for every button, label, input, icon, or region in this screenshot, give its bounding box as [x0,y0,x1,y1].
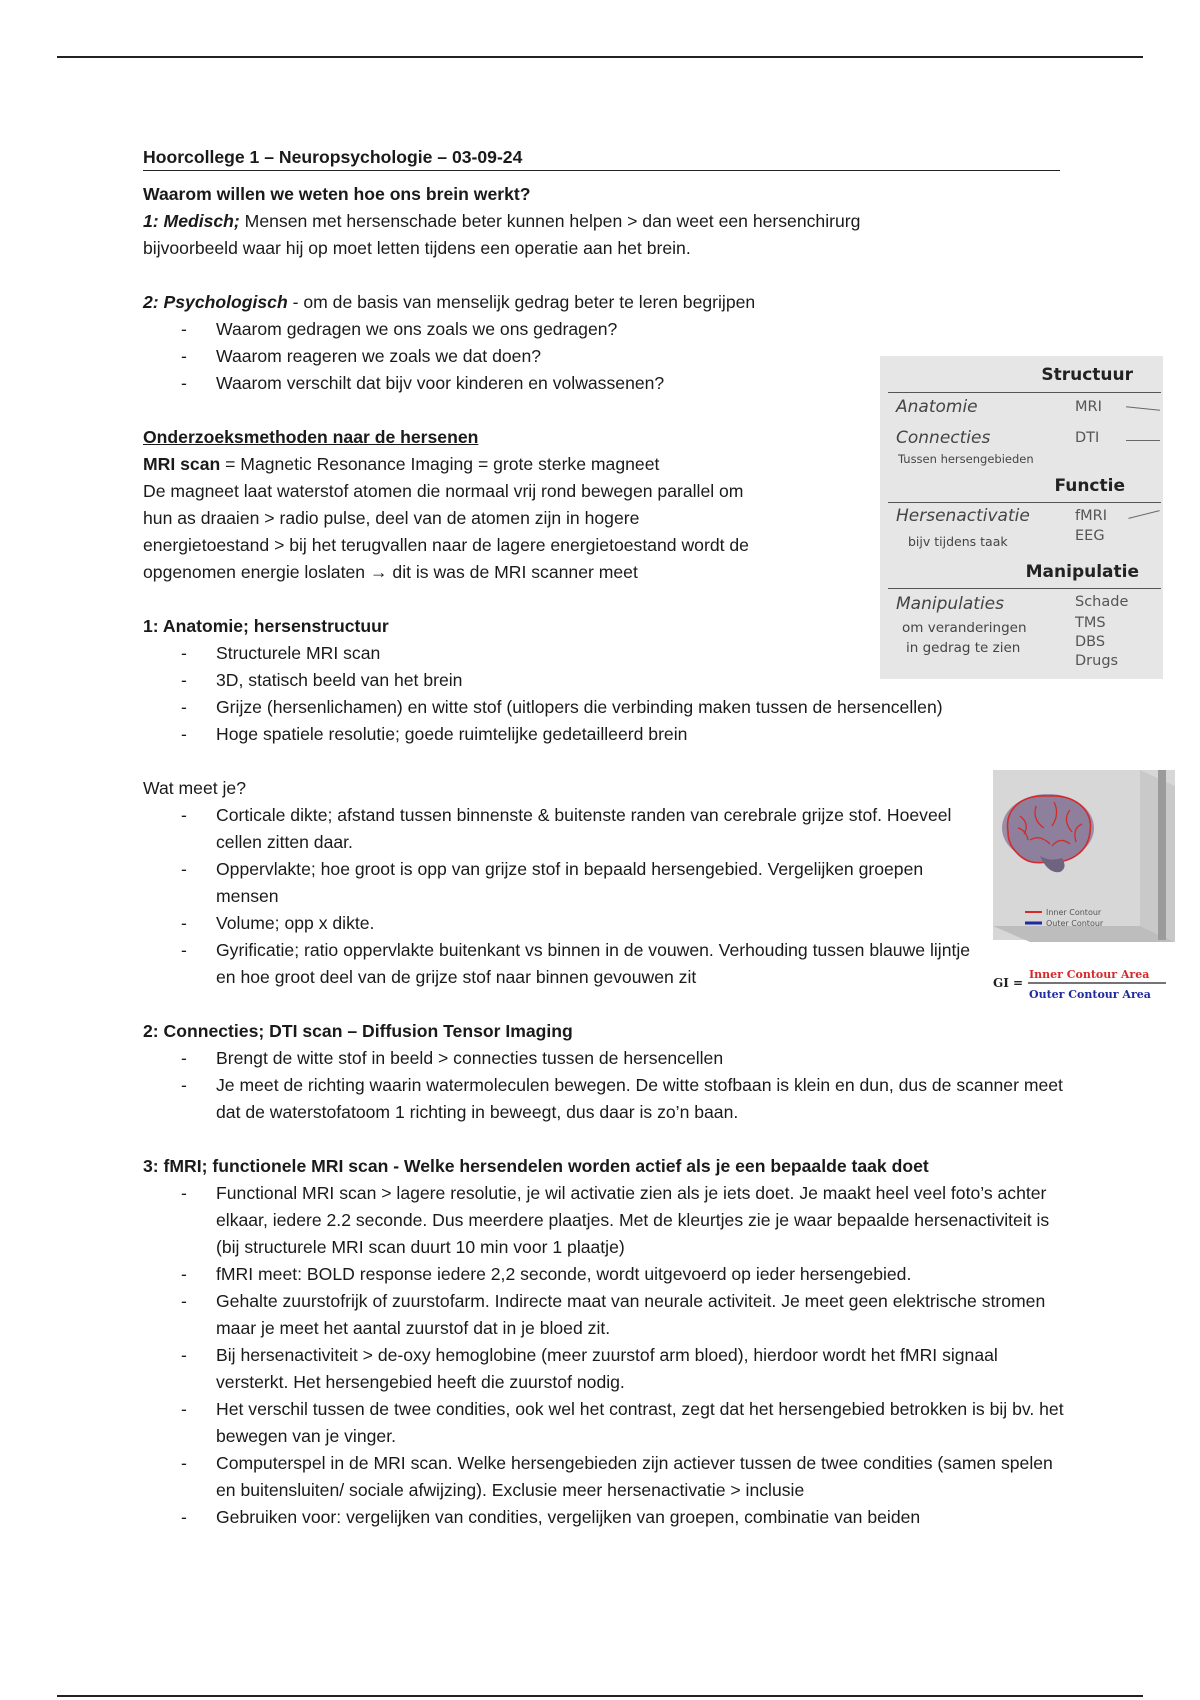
mri-line: opgenomen energie loslaten → dit is was de MRI scanner meet [143,562,638,582]
list-item: - 3D, statisch beeld van het brein [143,667,1073,694]
connecties-label: Connecties [896,428,991,448]
list-item: - Gyrificatie; ratio oppervlakte buitenkant vs binnen in de vouwen. Verhouding tussen blauwe lijntje en hoe groot deel van de grijze stof naar binnen gevouwen zit [143,937,978,991]
inner-legend: Inner Contour [1046,908,1102,917]
list-item: - Functional MRI scan > lagere resolutie, je wil activatie zien als je iets doet. Je maakt heel veel foto’s achter elkaar, iedere 2.2 seconde. Dus meerdere plaatjes. Met de kleurtjes zie je waar bepaalde hersenactiviteit is (bij structurele MRI scan duurt 10 min voor 1 plaatje) [143,1180,1068,1261]
methods-heading: Onderzoeksmethoden naar de hersenen [143,427,479,447]
list-item: - Hoge spatiele resolutie; goede ruimtelijke gedetailleerd brein [143,721,1073,748]
anatomie-label: Anatomie [896,397,978,417]
fmri-list [143,1180,1068,1531]
mri-line: De magneet laat waterstof atomen die normaal vrij rond bewegen parallel om [143,481,744,501]
dti-tag: DTI [1075,430,1100,446]
list-item: - Grijze (hersenlichamen) en witte stof (uitlopers die verbinding maken tussen de hersencellen) [143,694,1073,721]
list-item: - Waarom reageren we zoals we dat doen? [143,343,1073,370]
measure-list [143,802,978,991]
connector-line [1128,510,1159,519]
divider [888,392,1161,393]
list-item: - Gebruiken voor: vergelijken van condities, vergelijken van groepen, combinatie van beiden [143,1504,1068,1531]
fmri-heading: 3: fMRI; functionele MRI scan - Welke hersendelen worden actief als je een bepaalde taak doet [143,1156,929,1176]
dti-heading: 2: Connecties; DTI scan – Diffusion Tensor Imaging [143,1021,573,1041]
page-title: Hoorcollege 1 – Neuropsychologie – 03-09-24 [143,145,1060,171]
medical-paragraph [143,208,983,235]
schade-tag: Schade [1075,594,1129,610]
list-item: - Brengt de witte stof in beeld > connecties tussen de hersencellen [143,1045,1063,1072]
list-item: - Gehalte zuurstofrijk of zuurstofarm. Indirecte maat van neurale activiteit. Je meet geen elektrische stromen maar je meet het aantal zuurstof dat in je bloed zit. [143,1288,1068,1342]
methods-overview-figure [880,356,1163,679]
dbs-tag: DBS [1075,634,1106,650]
psych-label: 2: Psychologisch [143,292,288,312]
mri-text: = Magnetic Resonance Imaging = grote sterke magneet [220,454,660,474]
divider [888,588,1161,589]
divider [888,502,1161,503]
medical-text: Mensen met hersenschade beter kunnen helpen > dan weet een hersenchirurg [239,211,861,231]
list-item: - Bij hersenactiviteit > de-oxy hemoglobine (meer zuurstof arm bloed), hierdoor wordt het fMRI signaal versterkt. Het hersengebied heeft die zuurstof nodig. [143,1342,1068,1396]
gi-label: GI = [993,976,1024,990]
list-item: - Je meet de richting waarin watermoleculen bewegen. De witte stofbaan is klein en dun, dus de scanner meet dat de waterstofatoom 1 richting in beweegt, dus daar is zo’n baan. [143,1072,1063,1126]
manipulaties-label: Manipulaties [896,594,1004,614]
list-item: - Oppervlakte; hoe groot is opp van grijze stof in bepaald hersengebied. Vergelijken groepen mensen [143,856,978,910]
header-rule [57,56,1143,58]
eeg-tag: EEG [1075,528,1105,544]
tussen-label: Tussen hersengebieden [898,452,1034,466]
list-item: - Computerspel in de MRI scan. Welke hersengebieden zijn actiever tussen de twee condities (samen spelen en buitensluiten/ sociale afwijzing). Exclusie meer hersenactivatie > inclusie [143,1450,1068,1504]
mri-tag: MRI [1075,399,1102,415]
outer-legend: Outer Contour [1046,919,1104,928]
mri-line: hun as draaien > radio pulse, deel van de atomen zijn in hogere [143,508,640,528]
in-gedrag-label: in gedrag te zien [906,640,1021,656]
connector-line [1126,406,1160,411]
list-item: - Waarom verschilt dat bijv voor kinderen en volwassenen? [143,370,1073,397]
footer-rule [57,1695,1143,1697]
tms-tag: TMS [1075,615,1106,631]
manipulatie-heading: Manipulatie [1025,562,1139,582]
dti-list [143,1045,1063,1126]
document-body [143,145,1073,1531]
list-item: - Corticale dikte; afstand tussen binnenste & buitenste randen van cerebrale grijze stof. Hoeveel cellen zitten daar. [143,802,978,856]
connector-line [1126,440,1160,441]
psych-text: - om de basis van menselijk gedrag beter te leren begrijpen [287,292,756,312]
medical-text-2: bijvoorbeeld waar hij op moet letten tijdens een operatie aan het brein. [143,238,691,258]
mri-line: energietoestand > bij het terugvallen naar de lagere energietoestand wordt de [143,535,749,555]
fmri-tag: fMRI [1075,508,1107,524]
list-item: - Het verschil tussen de twee condities, ook wel het contrast, zegt dat het hersengebied betrokken is bij bv. het bewegen van je vinger. [143,1396,1068,1450]
measure-heading: Wat meet je? [143,778,246,798]
hersenactivatie-label: Hersenactivatie [896,506,1030,526]
list-item: - Waarom gedragen we ons zoals we ons gedragen? [143,316,1073,343]
drugs-tag: Drugs [1075,653,1119,669]
gyrification-figure [990,766,1180,1013]
bijv-label: bijv tijdens taak [908,534,1008,549]
psych-paragraph [143,289,1073,316]
om-veranderingen-label: om veranderingen [902,620,1027,636]
list-item: - Structurele MRI scan [143,640,1073,667]
question-heading: Waarom willen we weten hoe ons brein werkt? [143,184,531,204]
brain-illustration [990,766,1180,1013]
structuur-heading: Structuur [1041,365,1133,385]
outer-area-label: Outer Contour Area [1029,988,1151,1001]
functie-heading: Functie [1054,476,1125,496]
medical-label: 1: Medisch; [143,211,240,231]
anatomy-heading: 1: Anatomie; hersenstructuur [143,616,389,636]
mri-label: MRI scan [143,454,221,474]
list-item: - fMRI meet: BOLD response iedere 2,2 seconde, wordt uitgevoerd op ieder hersengebied. [143,1261,1068,1288]
inner-area-label: Inner Contour Area [1029,968,1150,981]
list-item: - Volume; opp x dikte. [143,910,978,937]
